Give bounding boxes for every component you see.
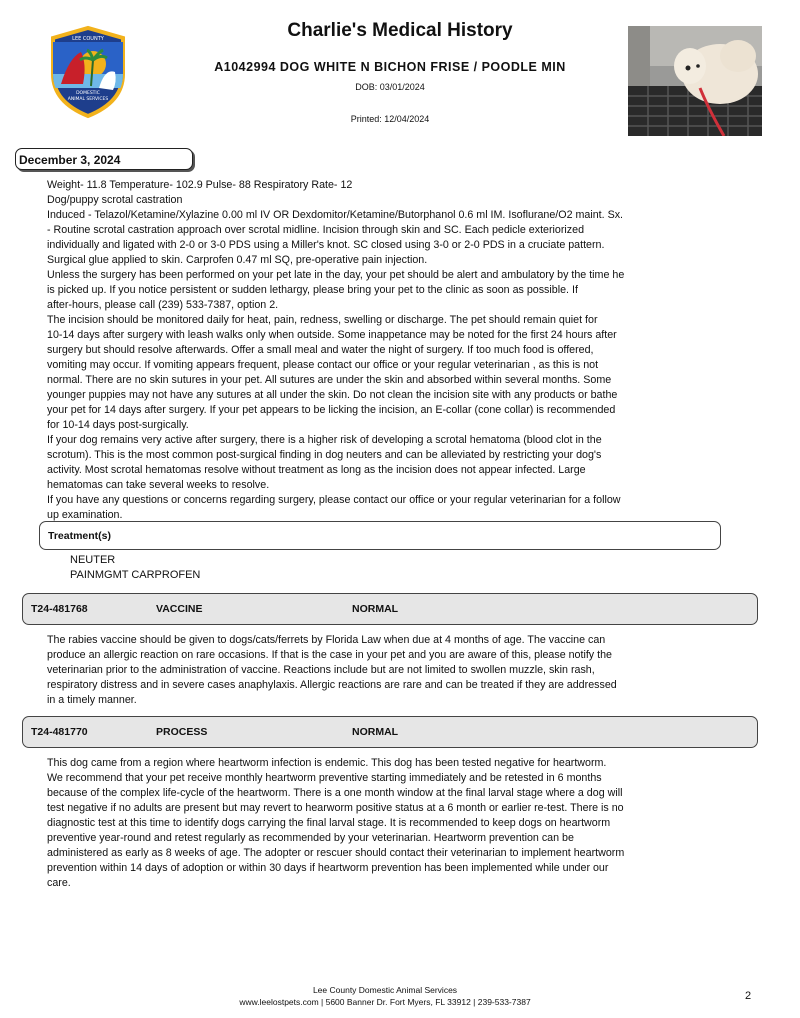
note-line: your pet for 14 days after surgery. If your pet appears to be licking the incision, an E-collar (cone collar) is recommended	[47, 404, 616, 416]
note-line: veterinarian prior to the administration of vaccine. Reactions include but are not limited to swollen muzzle, skin rash,	[47, 664, 595, 676]
page-title: Charlie's Medical History	[287, 20, 513, 41]
record-id: T24-481768	[31, 603, 88, 615]
footer-contact: www.leelostpets.com | 5600 Banner Dr. Fort Myers, FL 33912 | 239-533-7387	[239, 997, 531, 1007]
note-line: - Routine scrotal castration approach over scrotal midline. Incision through skin and SC. Each pedicle exteriorized	[47, 224, 585, 236]
note-line: surgery but should resolve afterwards. Offer a small meal and water the night of surgery. If too much food is offered,	[47, 344, 594, 356]
record-bar-vaccine	[22, 593, 758, 625]
vaccine-notes	[47, 633, 747, 708]
treatments-heading: Treatment(s)	[39, 521, 721, 550]
record-type: PROCESS	[156, 726, 208, 738]
note-line: vomiting may occur. If vomiting appears frequent, please contact our office or your regular veterinarian , as this is not	[47, 359, 599, 371]
note-line: hematomas can take several weeks to resolve.	[47, 479, 270, 491]
note-line: Unless the surgery has been performed on your pet late in the day, your pet should be alert and ambulatory by the time he	[47, 269, 625, 281]
svg-text:ANIMAL SERVICES: ANIMAL SERVICES	[67, 97, 109, 102]
note-line: Weight- 11.8 Temperature- 102.9 Pulse- 88 Respiratory Rate- 12	[47, 179, 353, 191]
page-number: 2	[745, 990, 752, 1002]
note-line: Surgical glue applied to skin. Carprofen 0.47 ml SQ, pre-operative pain injection.	[47, 254, 428, 266]
note-line: preventive year-round and retest regularly as recommended by your veterinarian. Heartworm prevention can be	[47, 832, 574, 844]
note-line: respiratory distress and in severe cases anaphylaxis. Allergic reactions are rare and can be treated if they are addressed	[47, 679, 617, 691]
lee-county-logo	[47, 24, 129, 120]
visit-notes	[47, 178, 747, 523]
note-line: normal. There are no skin sutures in your pet. All sutures are under the skin and absorbed within several months. Some	[47, 374, 612, 386]
note-line: Dog/puppy scrotal castration	[47, 194, 183, 206]
heartworm-notes	[47, 756, 747, 891]
note-line: scrotum). This is the most common post-surgical finding in dog neuters and can be alleviated by restricting your dog's	[47, 449, 602, 461]
note-line: test negative if no adults are present but may revert to hearworm positive status at a 6 month or earlier re-test. There is no	[47, 802, 624, 814]
note-line: up examination.	[47, 509, 123, 521]
note-line: This dog came from a region where heartworm infection is endemic. This dog has been tested negative for heartworm.	[47, 757, 607, 769]
pet-photo	[628, 26, 762, 136]
record-status: NORMAL	[352, 603, 399, 615]
note-line: If your dog remains very active after surgery, there is a higher risk of developing a scrotal hematoma (blood clot in the	[47, 434, 602, 446]
note-line: because of the complex life-cycle of the heartworm. There is a one month window at the final larval stage where a dog will	[47, 787, 623, 799]
animal-id-line: A1042994 DOG WHITE N BICHON FRISE / POODLE MIN	[214, 60, 566, 74]
printed-date: Printed: 12/04/2024	[350, 114, 430, 124]
svg-text:LEE COUNTY: LEE COUNTY	[72, 36, 104, 42]
note-line: activity. Most scrotal hematomas resolve without treatment as long as the incision does not appear infected. Large	[47, 464, 586, 476]
note-line: is picked up. If you notice persistent or sudden lethargy, please bring your pet to the clinic as soon as possible. If	[47, 284, 578, 296]
record-id: T24-481770	[31, 726, 88, 738]
treatments-list	[70, 553, 200, 583]
note-line: younger puppies may not have any sutures at all under the skin. Do not clean the incision site with any products or bathe	[47, 389, 618, 401]
note-line: Induced - Telazol/Ketamine/Xylazine 0.00 ml IV OR Dexdomitor/Ketamine/Butorphanol 0.6 ml IM. Isoflurane/O2 maint. Sx.	[47, 209, 624, 221]
note-line: care.	[47, 877, 71, 889]
footer-organization: Lee County Domestic Animal Services	[312, 985, 458, 995]
record-type: VACCINE	[156, 603, 203, 615]
treatment-item: PAINMGMT CARPROFEN	[70, 569, 201, 581]
note-line: for 10-14 days post-surgically.	[47, 419, 189, 431]
note-line: 10-14 days after surgery with leash walks only when outside. Some inappetance may be noted for the first 24 hours after	[47, 329, 617, 341]
date-of-birth: DOB: 03/01/2024	[355, 82, 425, 92]
note-line: The rabies vaccine should be given to dogs/cats/ferrets by Florida Law when due at 4 months of age. The vaccine can	[47, 634, 606, 646]
note-line: diagnostic test at this time to identify dogs carrying the final larval stage. It is recommended to keep dogs on heartworm	[47, 817, 611, 829]
note-line: produce an allergic reaction on rare occasions. If that is the case in your pet and you are aware of this, please notify the	[47, 649, 612, 661]
note-line: We recommend that your pet receive monthly heartworm preventive starting immediately and be retested in 6 months	[47, 772, 602, 784]
record-status: NORMAL	[352, 726, 399, 738]
treatment-item: NEUTER	[70, 554, 116, 566]
note-line: prevention within 14 days of adoption or within 30 days if heartworm prevention has been implemented while under our	[47, 862, 609, 874]
note-line: individually and ligated with 2-0 or 3-0 PDS using a Miller's knot. SC closed using 3-0 or 2-0 PDS in a cruciate pattern.	[47, 239, 605, 251]
note-line: administered as early as 8 weeks of age. The adopter or rescuer should contact their veterinarian to implement heartworm	[47, 847, 625, 859]
note-line: in a timely manner.	[47, 694, 137, 706]
note-line: after-hours, please call (239) 533-7387, option 2.	[47, 299, 279, 311]
svg-text:DOMESTIC: DOMESTIC	[76, 91, 100, 96]
note-line: The incision should be monitored daily for heat, pain, redness, swelling or discharge. The pet should remain quiet for	[47, 314, 598, 326]
note-line: If you have any questions or concerns regarding surgery, please contact our office or your regular veterinarian for a follow	[47, 494, 621, 506]
visit-date-tab: December 3, 2024	[15, 148, 193, 170]
record-bar-process	[22, 716, 758, 748]
